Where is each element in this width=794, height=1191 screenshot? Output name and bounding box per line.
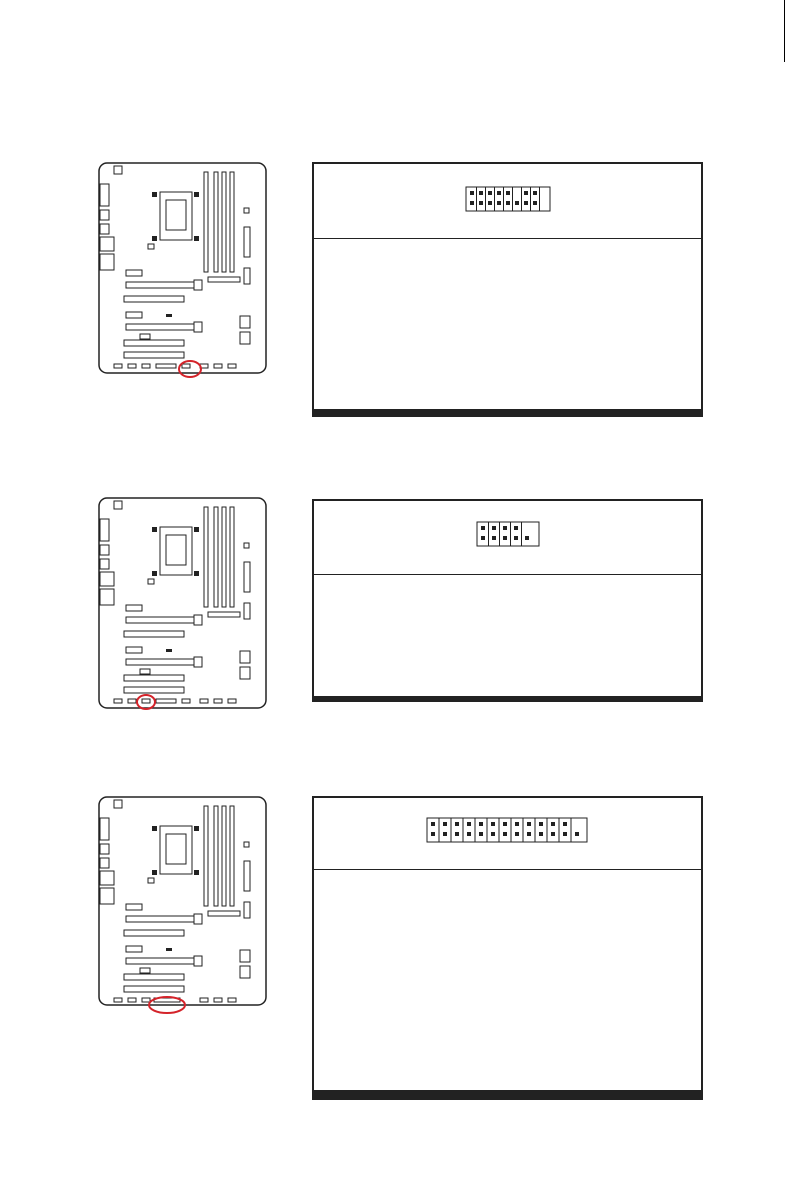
pin-table-a — [312, 162, 703, 417]
pin-header-diagram — [314, 164, 701, 239]
pin-table-b — [312, 499, 703, 702]
pin-header-diagram — [314, 501, 701, 575]
motherboard-diagram-c — [96, 796, 268, 1018]
pin-header-diagram — [314, 798, 701, 870]
table-row — [314, 699, 701, 700]
table-row — [314, 1097, 701, 1098]
pin-rows — [314, 1090, 701, 1098]
table-row — [314, 414, 701, 415]
pin-table-c — [312, 796, 703, 1100]
pin-rows — [314, 696, 701, 700]
motherboard-diagram-b — [96, 497, 268, 717]
page-edge-line — [784, 0, 785, 62]
pin-rows — [314, 409, 701, 415]
motherboard-diagram-a — [96, 162, 268, 382]
